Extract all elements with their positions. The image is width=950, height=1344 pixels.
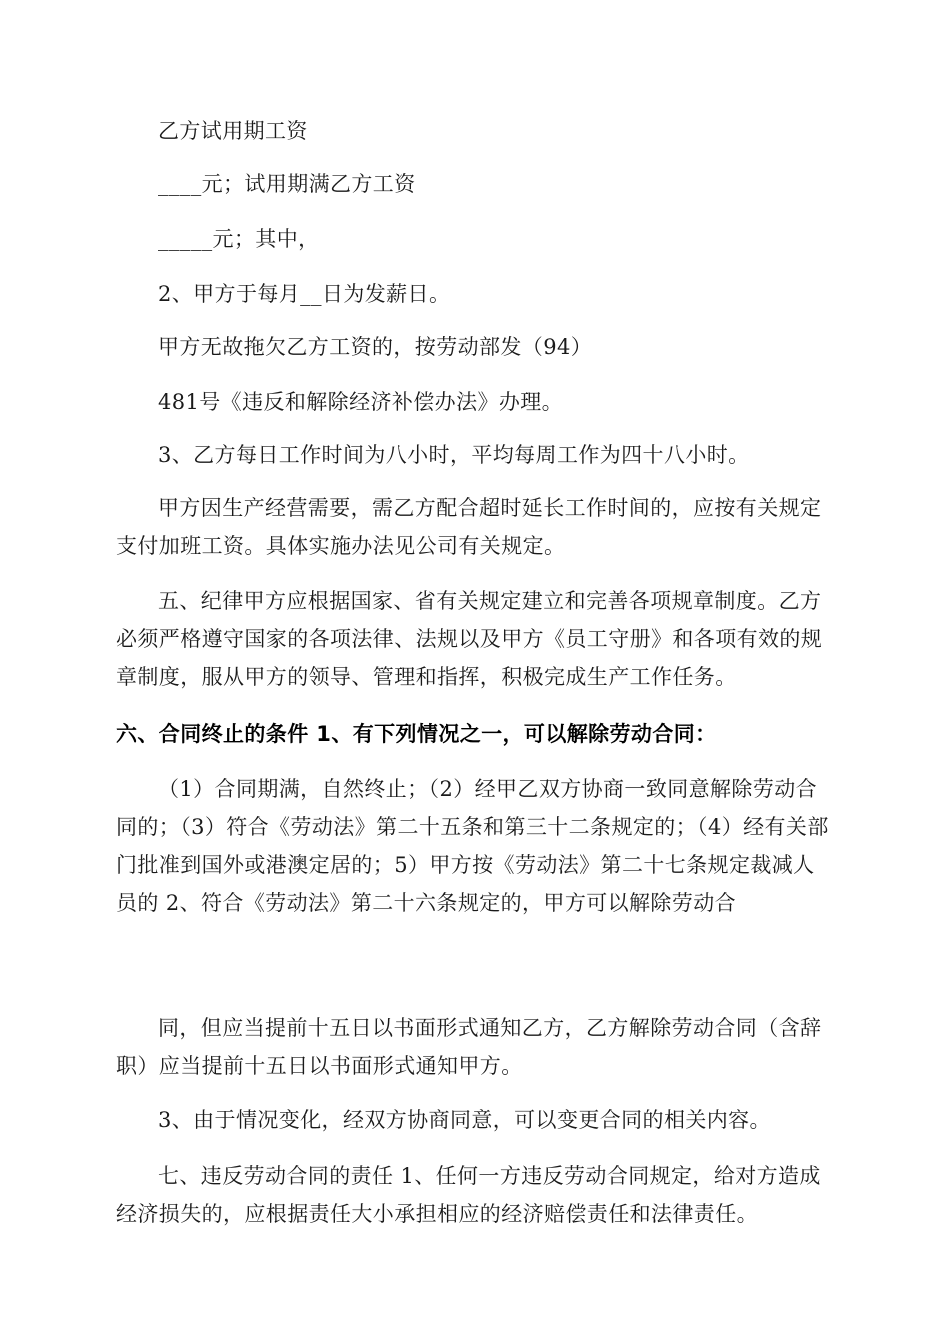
paragraph-salary-after-probation: ____元；试用期满乙方工资 — [158, 172, 416, 196]
paragraph-wage-arrears: 甲方无故拖欠乙方工资的，按劳动部发（94） — [158, 335, 593, 359]
paragraph-breach-liability: 七、违反劳动合同的责任 1、任何一方违反劳动合同规定，给对方造成经济损失的，应根据责任大小承担相应的经济赔偿责任和法律责任。 — [116, 1164, 821, 1226]
paragraph-working-hours: 3、乙方每日工作时间为八小时，平均每周工作为四十八小时。 — [158, 443, 750, 467]
paragraph-overtime: 甲方因生产经营需要，需乙方配合超时延长工作时间的，应按有关规定支付加班工资。具体实施办法见公司有关规定。 — [116, 496, 822, 558]
section-heading-termination: 六、合同终止的条件 1、有下列情况之一，可以解除劳动合同： — [116, 722, 717, 746]
paragraph-contract-change: 3、由于情况变化，经双方协商同意，可以变更合同的相关内容。 — [158, 1108, 771, 1132]
paragraph-discipline: 五、纪律甲方应根据国家、省有关规定建立和完善各项规章制度。乙方必须严格遵守国家的各项法律、法规以及甲方《员工守册》和各项有效的规章制度，服从甲方的领导、管理和指挥，积极完成生产工作任务。 — [116, 589, 823, 689]
paragraph-compensation-rules: 481号《违反和解除经济补偿办法》办理。 — [158, 390, 564, 414]
paragraph-termination-conditions: （1）合同期满，自然终止；（2）经甲乙双方协商一致同意解除劳动合同的；（3）符合《劳动法》第二十五条和第三十二条规定的；（4）经有关部门批准到国外或港澳定居的；5）甲方按《劳动法》第二十七条规定裁减人员的 2、符合《劳动法》第二十六条规定的，甲方可以解除劳动合 — [116, 777, 829, 915]
paragraph-salary-among: _____元；其中， — [158, 227, 320, 251]
paragraph-notice-period: 同，但应当提前十五日以书面形式通知乙方，乙方解除劳动合同（含辞职）应当提前十五日以书面形式通知甲方。 — [116, 1016, 822, 1078]
paragraph-probation-salary: 乙方试用期工资 — [158, 119, 308, 143]
paragraph-payday: 2、甲方于每月__日为发薪日。 — [158, 282, 451, 306]
